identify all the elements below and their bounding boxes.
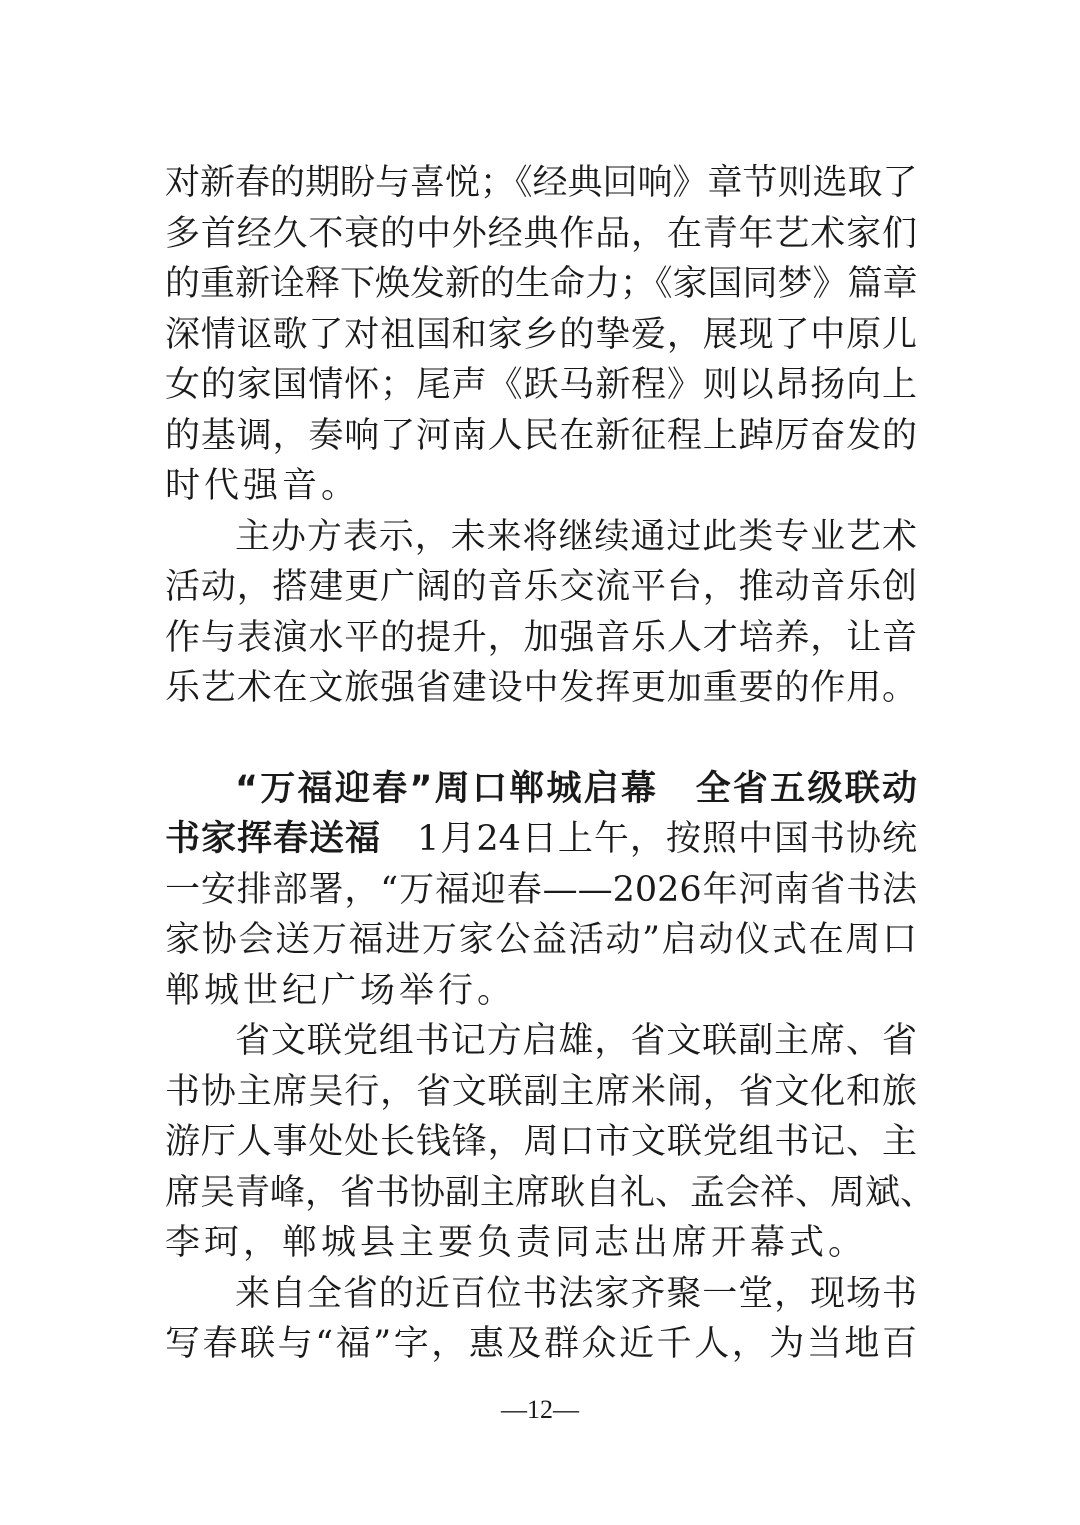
text-line: 时代强音。: [165, 466, 361, 506]
text-run: 1月24日上午，按照中国书协统: [417, 819, 917, 859]
text-line: 主办方表示，未来将继续通过此类专业艺术: [235, 516, 917, 557]
text-line: 乐艺术在文旅强省建设中发挥更加重要的作用。: [165, 668, 917, 708]
text-line: 的重新诠释下焕发新的生命力；《家国同梦》篇章: [165, 264, 918, 304]
text-line: 一安排部署，“万福迎春——2026年河南省书法: [165, 869, 917, 910]
text-line: 写春联与“福”字，惠及群众近千人，为当地百: [165, 1324, 917, 1364]
text-line: 多首经久不衰的中外经典作品，在青年艺术家们: [165, 213, 917, 254]
text-line: 深情讴歌了对祖国和家乡的挚爱，展现了中原儿: [165, 314, 917, 355]
text-line: 郸城世纪广场举行。: [165, 970, 517, 1011]
text-line: 女的家国情怀；尾声《跃马新程》则以昂扬向上: [165, 365, 917, 405]
text-line: 书协主席吴行，省文联副主席米闹，省文化和旅: [165, 1071, 917, 1112]
text-line: 席吴青峰，省书协副主席耿自礼、孟会祥、周斌、: [165, 1172, 936, 1213]
section-heading-continued: 书家挥春送福: [165, 819, 382, 859]
text-line: 来自全省的近百位书法家齐聚一堂，现场书: [235, 1273, 917, 1314]
text-line: 的基调，奏响了河南人民在新征程上踔厉奋发的: [165, 415, 917, 456]
section-wanfu-yingchun: [165, 764, 917, 1017]
paragraph-attendees: [165, 1016, 936, 1269]
text-line: 李珂，郸城县主要负责同志出席开幕式。: [165, 1223, 868, 1263]
text-line: 对新春的期盼与喜悦；《经典回响》章节则选取了: [165, 163, 918, 203]
section-heading: “万福迎春”周口郸城启幕 全省五级联动: [235, 768, 917, 809]
text-line: 作与表演水平的提升，加强音乐人才培养，让音: [165, 617, 917, 658]
paragraph-program-description: [165, 158, 917, 512]
document-page: [165, 158, 936, 1370]
text-line: 游厅人事处处长钱锋，周口市文联党组书记、主: [165, 1122, 917, 1162]
text-line: 活动，搭建更广阔的音乐交流平台，推动音乐创: [165, 567, 917, 607]
text-line: 家协会送万福进万家公益活动”启动仪式在周口: [165, 920, 917, 960]
text-line: 省文联党组书记方启雄，省文联副主席、省: [235, 1021, 917, 1061]
page-number: —12—: [501, 1395, 579, 1424]
paragraph-calligraphers: [165, 1269, 917, 1370]
section-spacer: [165, 714, 917, 764]
paragraph-organizer-statement: [165, 512, 917, 714]
text-line: [165, 814, 917, 865]
